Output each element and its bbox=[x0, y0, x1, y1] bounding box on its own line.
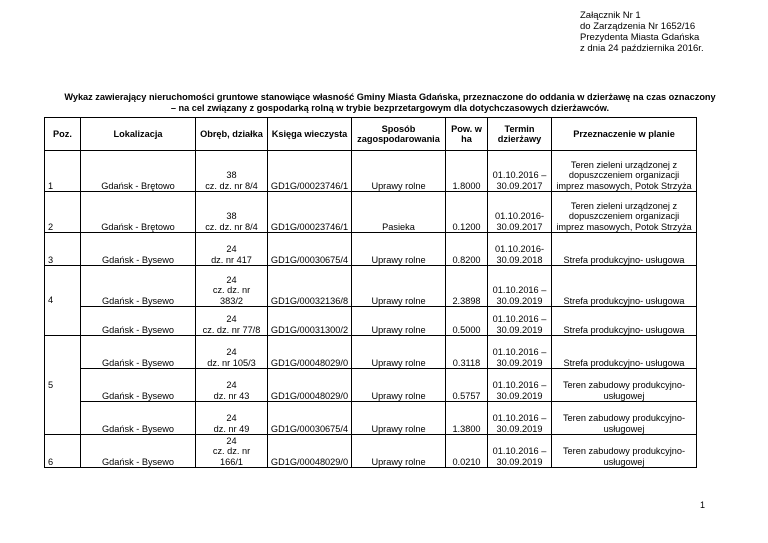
cell-line: 383/2 bbox=[220, 295, 243, 306]
cell-poz: 1 bbox=[45, 151, 81, 192]
cell-poz: 3 bbox=[45, 233, 81, 266]
cell-line: Teren zabudowy produkcyjno- bbox=[562, 446, 686, 456]
cell-line: dopuszczeniem organizacji bbox=[568, 211, 680, 221]
cell-line: dopuszczeniem organizacji bbox=[568, 170, 680, 180]
header-termin: Termin dzierżawy bbox=[488, 118, 552, 151]
annex-line: do Zarządzenia Nr 1652/16 bbox=[580, 21, 696, 32]
table-row bbox=[45, 435, 697, 468]
cell-ksiega: GD1G/00023746/1 bbox=[268, 192, 352, 233]
cell-line: 01.10.2016 – bbox=[492, 380, 547, 390]
table-row bbox=[45, 192, 697, 233]
cell-line: Teren zabudowy produkcyjno- bbox=[562, 380, 686, 390]
cell-line: 01.10.2016- bbox=[494, 211, 545, 221]
cell-pow: 1.3800 bbox=[446, 402, 488, 435]
cell-obreb bbox=[196, 435, 268, 468]
page-number: 1 bbox=[700, 500, 706, 510]
cell-line: imprez masowych, Potok Strzyża bbox=[556, 221, 692, 232]
cell-obreb bbox=[196, 233, 268, 266]
cell-line: 38 bbox=[226, 170, 237, 180]
cell-obreb bbox=[196, 402, 268, 435]
cell-line: cz. dz. nr bbox=[212, 446, 251, 456]
cell-lokalizacja: Gdańsk - Bysewo bbox=[81, 307, 196, 336]
cell-termin bbox=[488, 233, 552, 266]
header-przeznaczenie: Przeznaczenie w planie bbox=[552, 118, 697, 151]
cell-pow: 1.8000 bbox=[446, 151, 488, 192]
annex-header bbox=[580, 10, 704, 54]
cell-line: usługowej bbox=[603, 390, 645, 401]
header-pow: Pow. w ha bbox=[446, 118, 488, 151]
cell-sposob: Uprawy rolne bbox=[352, 307, 446, 336]
cell-przeznaczenie bbox=[552, 435, 697, 468]
cell-line: 30.09.2019 bbox=[496, 324, 543, 335]
header-ksiega: Księga wieczysta bbox=[268, 118, 352, 151]
cell-lokalizacja: Gdańsk - Bysewo bbox=[81, 435, 196, 468]
cell-obreb bbox=[196, 307, 268, 336]
cell-line: Teren zieleni urządzonej z bbox=[570, 200, 678, 211]
table-row bbox=[45, 307, 697, 336]
cell-poz: 4 bbox=[45, 266, 81, 336]
document-title bbox=[40, 92, 740, 114]
cell-ksiega: GD1G/00023746/1 bbox=[268, 151, 352, 192]
cell-line: 01.10.2016 – bbox=[492, 285, 547, 295]
annex-line: Prezydenta Miasta Gdańska bbox=[580, 32, 700, 43]
cell-lokalizacja: Gdańsk - Bysewo bbox=[81, 402, 196, 435]
cell-obreb bbox=[196, 336, 268, 369]
cell-przeznaczenie bbox=[552, 266, 697, 307]
table-row bbox=[45, 233, 697, 266]
cell-sposob: Uprawy rolne bbox=[352, 435, 446, 468]
cell-sposob: Uprawy rolne bbox=[352, 369, 446, 402]
table-row bbox=[45, 151, 697, 192]
table-row bbox=[45, 266, 697, 307]
cell-line: cz. dz. nr 8/4 bbox=[205, 221, 258, 232]
cell-przeznaczenie bbox=[552, 369, 697, 402]
cell-lokalizacja: Gdańsk - Brętowo bbox=[81, 151, 196, 192]
cell-line: 24 bbox=[226, 314, 237, 324]
cell-termin bbox=[488, 402, 552, 435]
cell-przeznaczenie bbox=[552, 307, 697, 336]
cell-line: 30.09.2017 bbox=[496, 180, 543, 191]
cell-termin bbox=[488, 435, 552, 468]
cell-termin bbox=[488, 192, 552, 233]
cell-obreb bbox=[196, 192, 268, 233]
cell-line: cz. dz. nr 77/8 bbox=[202, 324, 261, 335]
cell-line: 30.09.2019 bbox=[496, 456, 543, 467]
cell-ksiega: GD1G/00030675/4 bbox=[268, 233, 352, 266]
cell-pow: 2.3898 bbox=[446, 266, 488, 307]
cell-line: dz. nr 49 bbox=[213, 423, 250, 434]
cell-line: imprez masowych, Potok Strzyża bbox=[556, 180, 692, 191]
cell-line: dz. nr 43 bbox=[213, 390, 250, 401]
cell-przeznaczenie bbox=[552, 151, 697, 192]
cell-ksiega: GD1G/00031300/2 bbox=[268, 307, 352, 336]
cell-line: 01.10.2016 – bbox=[492, 170, 547, 180]
cell-przeznaczenie bbox=[552, 233, 697, 266]
annex-line: Załącznik Nr 1 bbox=[580, 10, 641, 21]
cell-pow: 0.3118 bbox=[446, 336, 488, 369]
header-lokalizacja: Lokalizacja bbox=[81, 118, 196, 151]
cell-line: 30.09.2019 bbox=[496, 423, 543, 434]
cell-termin bbox=[488, 151, 552, 192]
cell-obreb bbox=[196, 266, 268, 307]
cell-line: 24 bbox=[226, 274, 237, 285]
cell-line: Teren zabudowy produkcyjno- bbox=[562, 413, 686, 423]
cell-line: 24 bbox=[226, 435, 237, 446]
cell-sposob: Uprawy rolne bbox=[352, 402, 446, 435]
table-header-row bbox=[45, 118, 697, 151]
cell-poz: 5 bbox=[45, 336, 81, 435]
cell-line: Strefa produkcyjno- usługowa bbox=[563, 295, 685, 306]
cell-przeznaczenie bbox=[552, 192, 697, 233]
cell-line: Strefa produkcyjno- usługowa bbox=[563, 324, 685, 335]
cell-ksiega: GD1G/00048029/0 bbox=[268, 369, 352, 402]
header-poz: Poz. bbox=[45, 118, 81, 151]
cell-pow: 0.0210 bbox=[446, 435, 488, 468]
cell-line: 30.09.2019 bbox=[496, 390, 543, 401]
cell-sposob: Uprawy rolne bbox=[352, 266, 446, 307]
table-row bbox=[45, 336, 697, 369]
cell-sposob: Uprawy rolne bbox=[352, 233, 446, 266]
table-row bbox=[45, 402, 697, 435]
cell-przeznaczenie bbox=[552, 402, 697, 435]
cell-lokalizacja: Gdańsk - Bysewo bbox=[81, 233, 196, 266]
header-obreb: Obręb, działka bbox=[196, 118, 268, 151]
cell-lokalizacja: Gdańsk - Bysewo bbox=[81, 369, 196, 402]
cell-sposob: Uprawy rolne bbox=[352, 151, 446, 192]
cell-line: Strefa produkcyjno- usługowa bbox=[563, 254, 685, 265]
cell-line: 24 bbox=[226, 347, 237, 357]
cell-ksiega: GD1G/00032136/8 bbox=[268, 266, 352, 307]
cell-line: 01.10.2016- bbox=[494, 244, 545, 254]
cell-lokalizacja: Gdańsk - Bysewo bbox=[81, 336, 196, 369]
cell-line: 01.10.2016 – bbox=[492, 413, 547, 423]
cell-line: 30.09.2017 bbox=[496, 221, 543, 232]
cell-line: dz. nr 105/3 bbox=[207, 357, 256, 368]
cell-line: 38 bbox=[226, 211, 237, 221]
cell-line: usługowej bbox=[603, 423, 645, 434]
cell-obreb bbox=[196, 151, 268, 192]
cell-line: 01.10.2016 – bbox=[492, 347, 547, 357]
title-line-2: – na cel związany z gospodarką rolną w trybie bezprzetargowym dla dotychczasowych dzierżawców. bbox=[170, 103, 610, 113]
cell-poz: 6 bbox=[45, 435, 81, 468]
header-sposob: Sposób zagospodarowania bbox=[352, 118, 446, 151]
cell-line: cz. dz. nr bbox=[212, 285, 251, 295]
table-row bbox=[45, 369, 697, 402]
cell-line: dz. nr 417 bbox=[211, 254, 252, 265]
cell-termin bbox=[488, 266, 552, 307]
cell-line: 30.09.2018 bbox=[496, 254, 543, 265]
cell-line: 24 bbox=[226, 380, 237, 390]
cell-lokalizacja: Gdańsk - Brętowo bbox=[81, 192, 196, 233]
cell-line: 01.10.2016 – bbox=[492, 314, 547, 324]
cell-line: usługowej bbox=[603, 456, 645, 467]
cell-lokalizacja: Gdańsk - Bysewo bbox=[81, 266, 196, 307]
cell-pow: 0.8200 bbox=[446, 233, 488, 266]
cell-pow: 0.5000 bbox=[446, 307, 488, 336]
cell-line: 24 bbox=[226, 413, 237, 423]
cell-ksiega: GD1G/00048029/0 bbox=[268, 435, 352, 468]
cell-line: 01.10.2016 – bbox=[492, 446, 547, 456]
annex-line: z dnia 24 października 2016r. bbox=[580, 43, 704, 54]
cell-termin bbox=[488, 307, 552, 336]
cell-line: 30.09.2019 bbox=[496, 295, 543, 306]
cell-ksiega: GD1G/00030675/4 bbox=[268, 402, 352, 435]
cell-pow: 0.5757 bbox=[446, 369, 488, 402]
cell-obreb bbox=[196, 369, 268, 402]
cell-termin bbox=[488, 369, 552, 402]
cell-pow: 0.1200 bbox=[446, 192, 488, 233]
cell-line: 24 bbox=[226, 244, 237, 254]
cell-line: Strefa produkcyjno- usługowa bbox=[563, 357, 685, 368]
cell-ksiega: GD1G/00048029/0 bbox=[268, 336, 352, 369]
cell-line: 166/1 bbox=[220, 456, 243, 467]
cell-poz: 2 bbox=[45, 192, 81, 233]
cell-line: Teren zieleni urządzonej z bbox=[570, 159, 678, 170]
cell-line: cz. dz. nr 8/4 bbox=[205, 180, 258, 191]
cell-sposob: Uprawy rolne bbox=[352, 336, 446, 369]
cell-sposob: Pasieka bbox=[352, 192, 446, 233]
cell-przeznaczenie bbox=[552, 336, 697, 369]
cell-line: 30.09.2019 bbox=[496, 357, 543, 368]
cell-termin bbox=[488, 336, 552, 369]
property-table bbox=[44, 117, 697, 468]
title-line-1: Wykaz zawierający nieruchomości gruntowe stanowiące własność Gminy Miasta Gdańska, przeznaczone do oddania w dzierżawę na czas oznaczony bbox=[64, 92, 716, 102]
table-body bbox=[45, 151, 697, 468]
